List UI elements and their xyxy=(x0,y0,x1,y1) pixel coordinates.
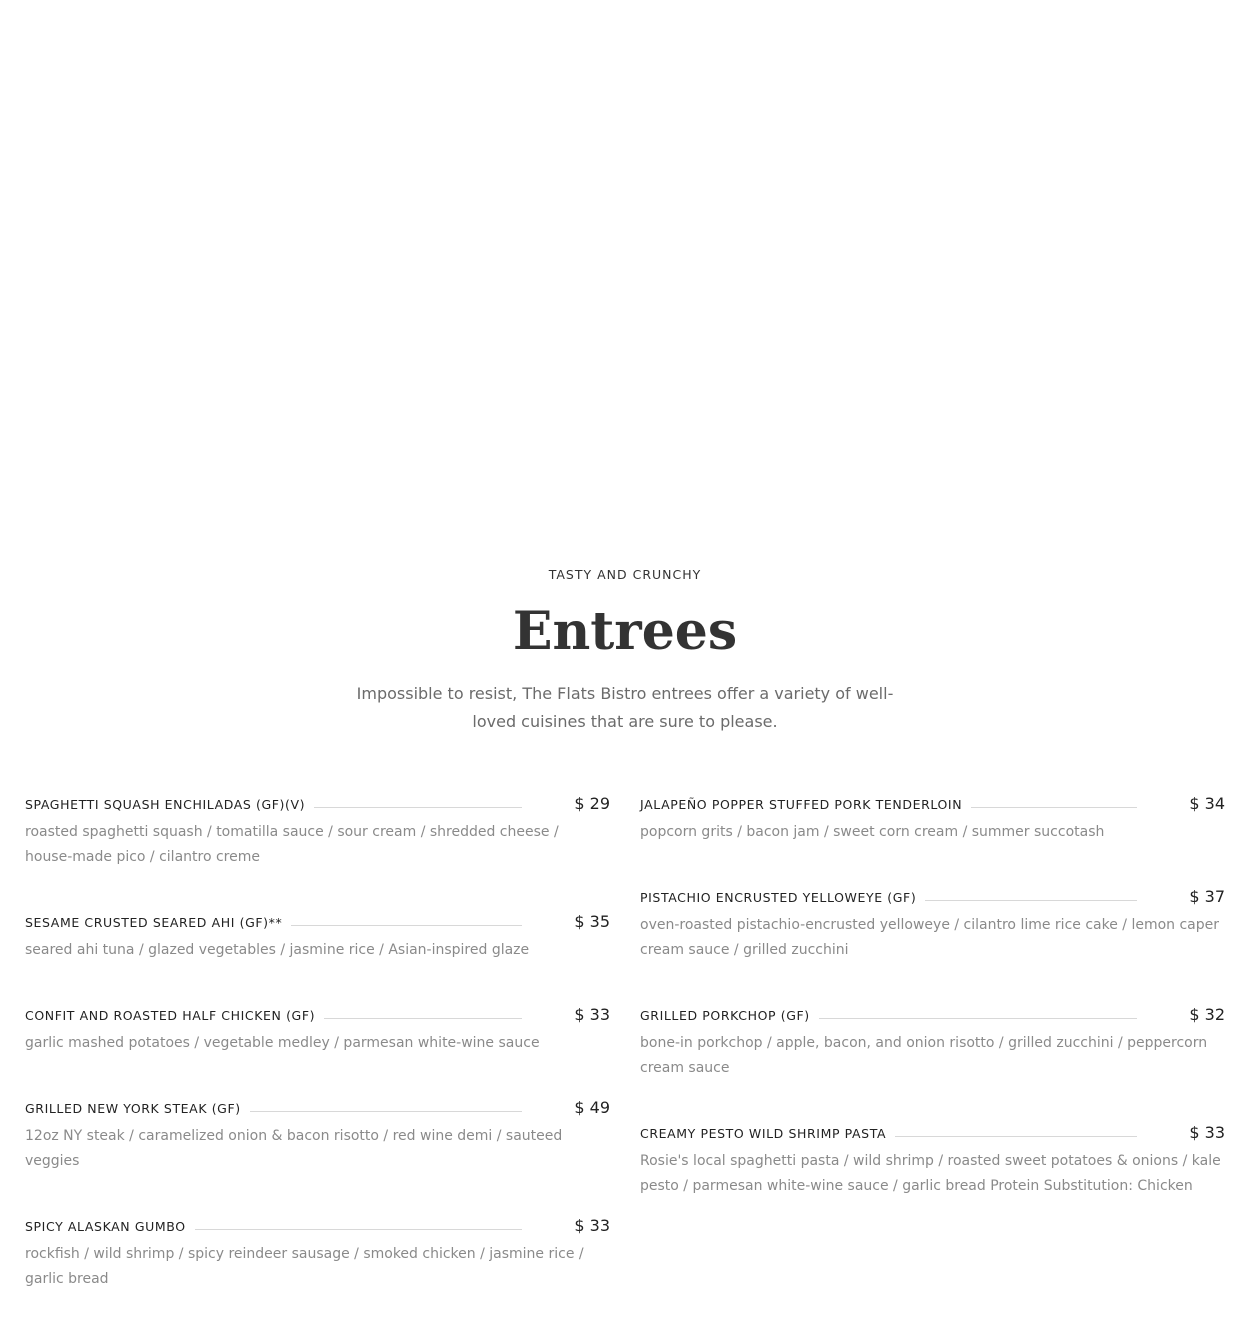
menu-item-description: oven-roasted pistachio-encrusted yelloweye / cilantro lime rice cake / lemon caper cream sauce / grilled zucchini xyxy=(640,917,1220,958)
menu-item-leader-line xyxy=(324,1017,522,1019)
menu-item-description: popcorn grits / bacon jam / sweet corn cream / summer succotash xyxy=(640,824,1105,840)
menu-item-name: CONFIT AND ROASTED HALF CHICKEN (GF) xyxy=(25,1008,316,1023)
menu-item-name: SPICY ALASKAN GUMBO xyxy=(25,1219,186,1234)
menu-item-price: $ 33 xyxy=(1189,1123,1225,1142)
menu-item xyxy=(640,1003,1225,1081)
menu-item-price: $ 35 xyxy=(574,912,610,931)
menu-item-description: bone-in porkchop / apple, bacon, and onion risotto / grilled zucchini / peppercorn cream sauce xyxy=(640,1035,1208,1076)
menu-item-header xyxy=(25,910,610,932)
menu-item xyxy=(25,910,610,963)
section-header xyxy=(0,566,1250,736)
menu-item-header xyxy=(640,1121,1225,1143)
menu-item-leader-line xyxy=(250,1110,523,1112)
menu-item xyxy=(25,1096,610,1174)
menu-item xyxy=(25,792,610,870)
menu-item-header xyxy=(640,1003,1225,1025)
menu-item-description: rockfish / wild shrimp / spicy reindeer sausage / smoked chicken / jasmine rice / garlic bread xyxy=(25,1246,584,1287)
menu-item-description: Rosie's local spaghetti pasta / wild shrimp / roasted sweet potatoes & onions / kale pesto / parmesan white-wine sauce / garlic bread Protein Substitution: Chicken xyxy=(640,1153,1221,1194)
menu-item-description: seared ahi tuna / glazed vegetables / jasmine rice / Asian-inspired glaze xyxy=(25,942,530,958)
menu-item-leader-line xyxy=(925,899,1137,901)
menu-item-leader-line xyxy=(819,1017,1138,1019)
menu-item-name: PISTACHIO ENCRUSTED YELLOWEYE (GF) xyxy=(640,890,917,905)
hero-blank-area xyxy=(0,0,1250,540)
menu-item-leader-line xyxy=(314,806,522,808)
menu-item xyxy=(640,792,1225,845)
menu-item xyxy=(25,1214,610,1292)
menu-item-name: GRILLED PORKCHOP (GF) xyxy=(640,1008,810,1023)
section-title: Entrees xyxy=(512,601,738,662)
menu-item xyxy=(25,1003,610,1056)
menu-item-price: $ 37 xyxy=(1189,887,1225,906)
menu-item-leader-line xyxy=(895,1135,1137,1137)
menu-item-name: SESAME CRUSTED SEARED AHI (GF)** xyxy=(25,915,283,930)
menu-item-price: $ 32 xyxy=(1189,1005,1225,1024)
menu-item-leader-line xyxy=(291,924,522,926)
menu-item-description: 12oz NY steak / caramelized onion & bacon risotto / red wine demi / sauteed veggies xyxy=(25,1128,563,1169)
menu-item-header xyxy=(25,792,610,814)
menu-item-description: garlic mashed potatoes / vegetable medley / parmesan white-wine sauce xyxy=(25,1035,540,1051)
menu-item-header xyxy=(640,792,1225,814)
menu-item-price: $ 33 xyxy=(574,1005,610,1024)
section-eyebrow: TASTY AND CRUNCHY xyxy=(548,567,702,582)
menu-item-price: $ 49 xyxy=(574,1098,610,1117)
menu-item-leader-line xyxy=(971,806,1137,808)
menu-item xyxy=(640,1121,1225,1199)
menu-item-price: $ 34 xyxy=(1189,794,1225,813)
menu-column-left xyxy=(25,792,610,1321)
menu-item-header xyxy=(25,1214,610,1236)
menu-item-name: CREAMY PESTO WILD SHRIMP PASTA xyxy=(640,1126,887,1141)
menu-column-right xyxy=(640,792,1225,1239)
menu-item-price: $ 33 xyxy=(574,1216,610,1235)
menu-item-price: $ 29 xyxy=(574,794,610,813)
menu-item xyxy=(640,885,1225,963)
menu-item-name: JALAPEÑO POPPER STUFFED PORK TENDERLOIN xyxy=(640,797,963,812)
menu-item-header xyxy=(25,1096,610,1118)
menu-item-header xyxy=(25,1003,610,1025)
menu-item-name: SPAGHETTI SQUASH ENCHILADAS (GF)(V) xyxy=(25,797,306,812)
menu-item-name: GRILLED NEW YORK STEAK (GF) xyxy=(25,1101,241,1116)
section-intro: Impossible to resist, The Flats Bistro entrees offer a variety of well-loved cuisines that are sure to please. xyxy=(356,684,894,731)
menu-item-leader-line xyxy=(195,1228,523,1230)
menu-item-description: roasted spaghetti squash / tomatilla sauce / sour cream / shredded cheese / house-made pico / cilantro creme xyxy=(25,824,559,865)
menu-item-header xyxy=(640,885,1225,907)
